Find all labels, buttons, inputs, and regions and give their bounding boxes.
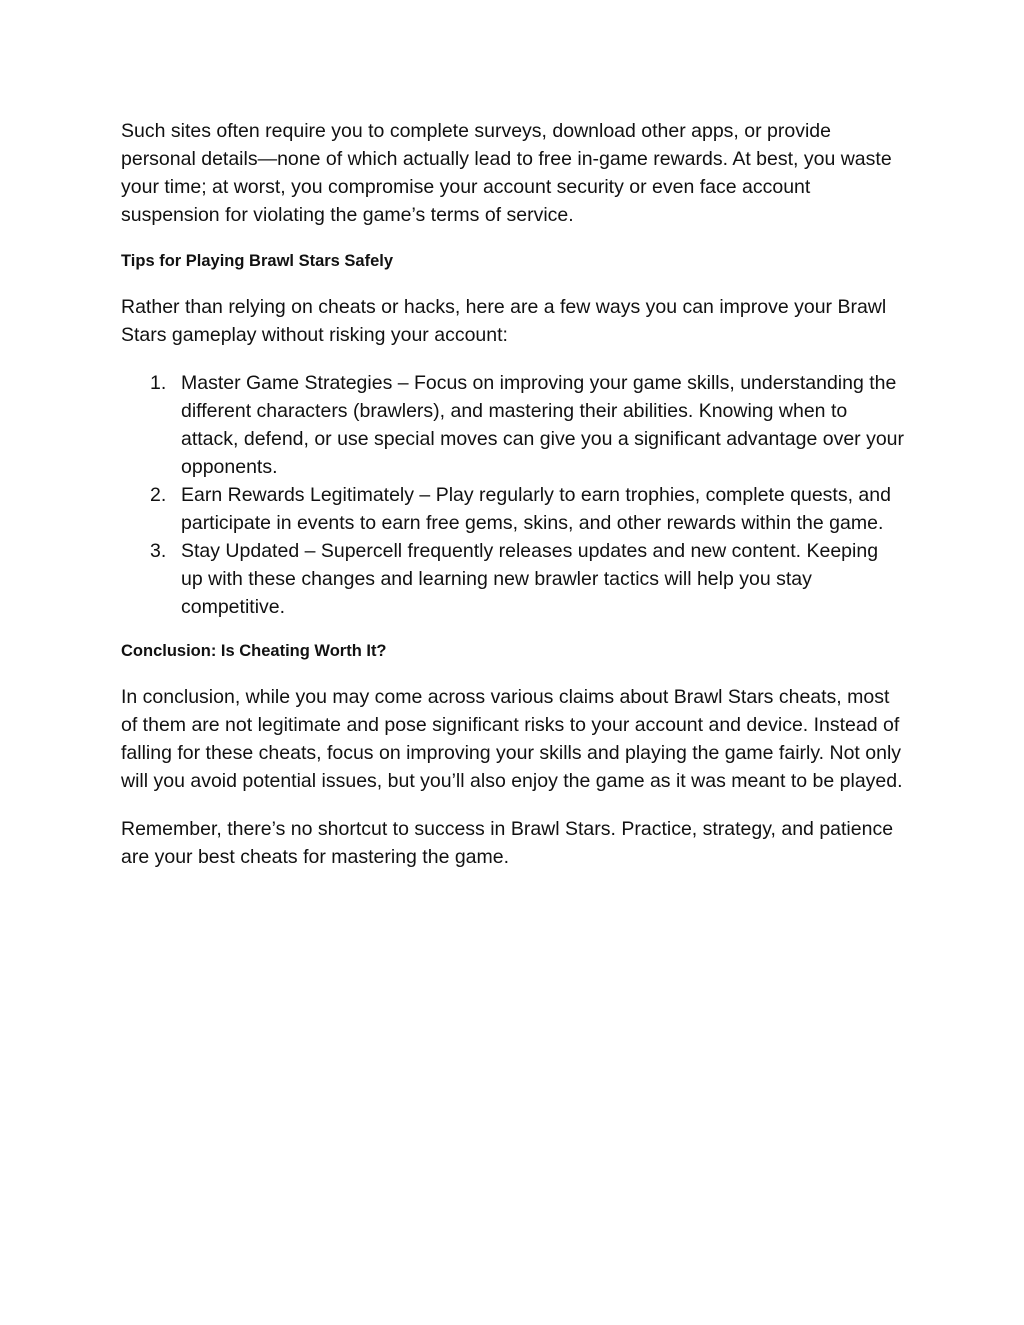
list-item: [121, 369, 904, 481]
tips-heading: Tips for Playing Brawl Stars Safely: [121, 252, 394, 270]
list-item-text: Earn Rewards Legitimately – Play regularly to earn trophies, complete quests, and participate in events to earn free gems, skins, and other rewards within the game.: [181, 484, 891, 534]
closing-paragraph: Remember, there’s no shortcut to success in Brawl Stars. Practice, strategy, and patience are your best cheats for mastering the game.: [121, 818, 894, 868]
tips-list: [121, 369, 904, 621]
list-item-number: 2.: [150, 484, 167, 506]
conclusion-paragraph: In conclusion, while you may come across various claims about Brawl Stars cheats, most of them are not legitimate and pose significant risks to your account and device. Instead of falling for these cheats, focus on improving your skills and playing the game fairly. Not only will you avoid potential issues, but you’ll also enjoy the game as it was meant to be played.: [121, 686, 903, 792]
list-item-text: Stay Updated – Supercell frequently releases updates and new content. Keeping up with these changes and learning new brawler tactics will help you stay competitive.: [181, 540, 879, 618]
conclusion-heading: Conclusion: Is Cheating Worth It?: [121, 642, 387, 660]
list-item-number: 3.: [150, 540, 167, 562]
list-item: [121, 481, 904, 537]
intro-paragraph: Such sites often require you to complete surveys, download other apps, or provide personal details—none of which actually lead to free in-game rewards. At best, you waste your time; at worst, you compromise your account security or even face account suspension for violating the game’s terms of service.: [121, 120, 892, 226]
list-item-number: 1.: [150, 372, 167, 394]
tips-intro-paragraph: Rather than relying on cheats or hacks, here are a few ways you can improve your Brawl Stars gameplay without risking your account:: [121, 296, 887, 346]
list-item-text: Master Game Strategies – Focus on improving your game skills, understanding the different characters (brawlers), and mastering their abilities. Knowing when to attack, defend, or use special moves can give you a significant advantage over your opponents.: [181, 372, 905, 478]
list-item: [121, 537, 904, 621]
